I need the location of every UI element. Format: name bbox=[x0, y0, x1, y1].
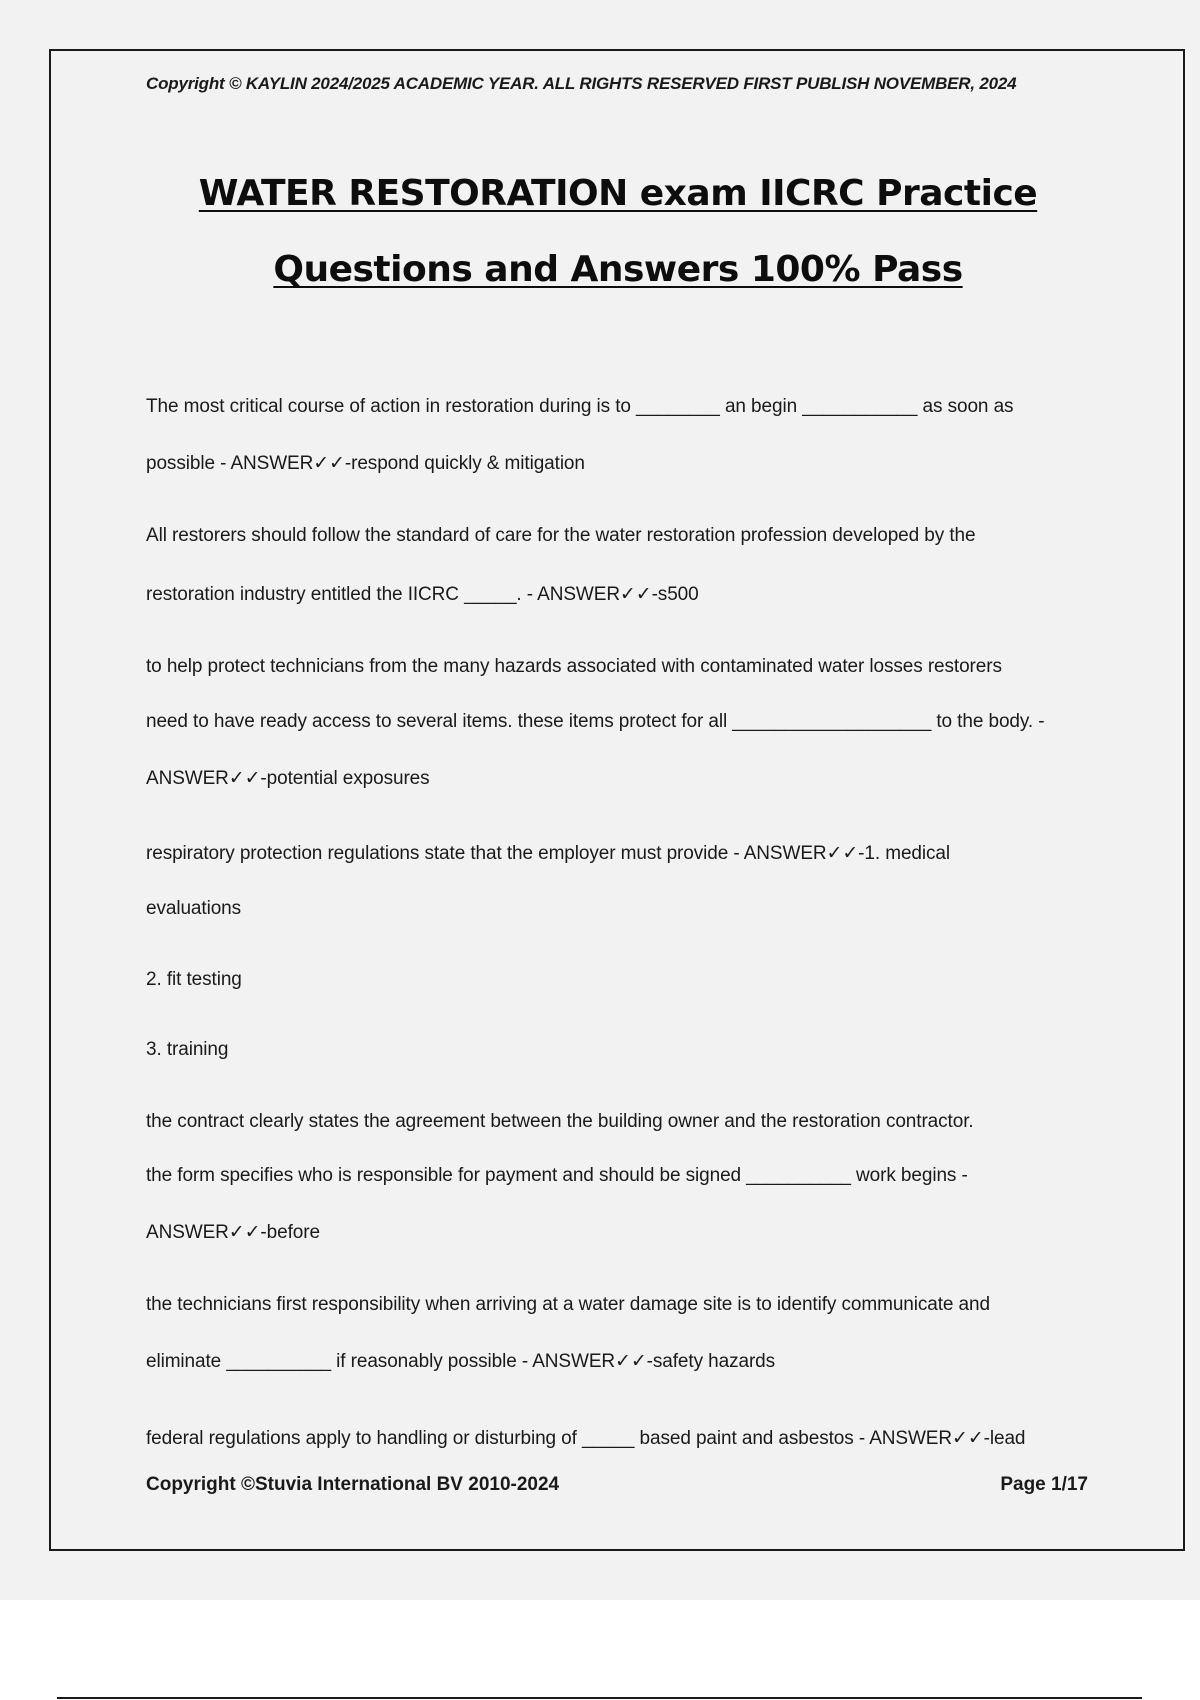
question-1-line-1: The most critical course of action in restoration during is to ________ an begin ___________ as soon as bbox=[146, 396, 1014, 417]
header-copyright: Copyright © KAYLIN 2024/2025 ACADEMIC YEAR. ALL RIGHTS RESERVED FIRST PUBLISH NOVEMBER, 2024 bbox=[146, 74, 1017, 93]
footer-copyright: Copyright ©Stuvia International BV 2010-2024 bbox=[146, 1474, 560, 1495]
question-4-line-1: respiratory protection regulations state that the employer must provide - ANSWER✓✓-1. medical bbox=[146, 843, 950, 864]
page-number: Page 1/17 bbox=[1000, 1474, 1088, 1495]
question-4-line-3: 2. fit testing bbox=[146, 969, 242, 990]
question-1-line-2: possible - ANSWER✓✓-respond quickly & mitigation bbox=[146, 453, 585, 474]
next-page-divider bbox=[57, 1697, 1142, 1699]
question-4-line-2: evaluations bbox=[146, 898, 242, 919]
question-6-line-1: the technicians first responsibility when arriving at a water damage site is to identify communicate and bbox=[146, 1294, 990, 1315]
question-6-line-2: eliminate __________ if reasonably possible - ANSWER✓✓-safety hazards bbox=[146, 1351, 776, 1372]
question-2-line-2: restoration industry entitled the IICRC _____. - ANSWER✓✓-s500 bbox=[146, 584, 699, 605]
question-5-line-3: ANSWER✓✓-before bbox=[146, 1222, 320, 1243]
question-2-line-1: All restorers should follow the standard of care for the water restoration profession developed by the bbox=[146, 525, 976, 546]
question-3-line-1: to help protect technicians from the many hazards associated with contaminated water losses restorers bbox=[146, 656, 1002, 677]
title-text-2: Questions and Answers 100% Pass bbox=[273, 249, 963, 290]
document-title-line-1 bbox=[0, 173, 1200, 214]
title-text-1: WATER RESTORATION exam IICRC Practice bbox=[198, 173, 1038, 214]
document-title-line-2 bbox=[0, 249, 1200, 290]
question-5-line-2: the form specifies who is responsible for payment and should be signed __________ work begins - bbox=[146, 1165, 968, 1186]
question-7-line-1: federal regulations apply to handling or disturbing of _____ based paint and asbestos - ANSWER✓✓-lead bbox=[146, 1428, 1026, 1449]
question-3-line-3: ANSWER✓✓-potential exposures bbox=[146, 768, 430, 789]
question-4-line-4: 3. training bbox=[146, 1039, 229, 1060]
question-3-line-2: need to have ready access to several items. these items protect for all ___________________ to the body. - bbox=[146, 711, 1045, 732]
question-5-line-1: the contract clearly states the agreement between the building owner and the restoration contractor. bbox=[146, 1111, 974, 1132]
